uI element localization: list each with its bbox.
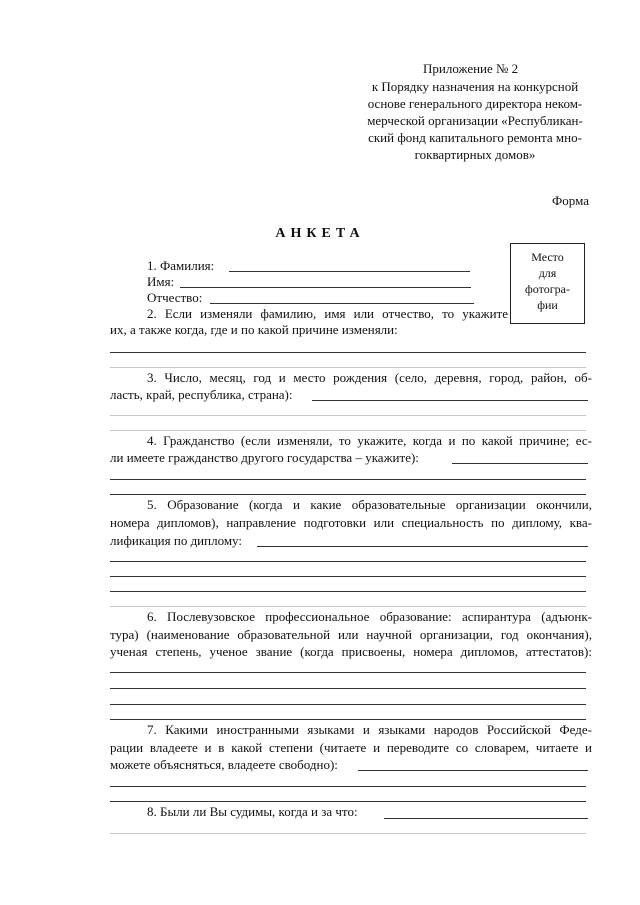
question-7-text: можете объясняться, владеете свободно): — [110, 757, 338, 772]
appendix-line: основе генерального директора неком- — [367, 96, 583, 111]
question-5-text: номера дипломов), направление подготовки или специальность по диплому, ква- — [110, 515, 592, 530]
question-3-text: ласть, край, республика, страна): — [110, 387, 293, 402]
question-4-text: ли имеете гражданство другого государства – укажите): — [110, 450, 419, 465]
question-2-text: 2. Если изменяли фамилию, имя или отчество, то укажите — [147, 306, 508, 321]
answer-line[interactable] — [110, 672, 586, 673]
question-7-text: 7. Какими иностранными языками и языками народов Российской Феде- — [147, 722, 592, 737]
question-6-text: 6. Послевузовское профессиональное образование: аспирантура (адъюнк- — [147, 609, 592, 624]
answer-line[interactable] — [110, 352, 586, 353]
question-4-text: 4. Гражданство (если изменяли, то укажите, когда и по какой причине; ес- — [147, 433, 592, 448]
surname-input-line[interactable] — [229, 271, 470, 272]
answer-line[interactable] — [110, 561, 586, 562]
patronymic-input-line[interactable] — [210, 303, 474, 304]
appendix-line: к Порядку назначения на конкурсной — [371, 79, 579, 94]
answer-line[interactable] — [384, 818, 588, 819]
patronymic-label: Отчество: — [147, 290, 203, 305]
answer-line[interactable] — [312, 400, 588, 401]
question-7-text: рации владеете и в какой степени (читаете и переводите со словарем, читаете и — [110, 740, 592, 755]
surname-label: 1. Фамилия: — [147, 258, 215, 273]
answer-line[interactable] — [110, 719, 586, 720]
appendix-line: мерческой организации «Республикан- — [367, 113, 583, 128]
question-5-text: лификация по диплому: — [110, 533, 242, 548]
appendix-line: гоквартирных домов» — [414, 147, 536, 162]
question-6-text: тура) (наименование образовательной или научной организации, год окончания), — [110, 627, 592, 642]
form-label: Форма — [552, 193, 589, 208]
name-label: Имя: — [147, 274, 175, 289]
answer-line[interactable] — [257, 546, 588, 547]
answer-line[interactable] — [110, 786, 586, 787]
name-input-line[interactable] — [180, 287, 471, 288]
answer-line[interactable] — [110, 801, 586, 802]
answer-line[interactable] — [110, 606, 586, 607]
appendix-line: ский фонд капитального ремонта мно- — [368, 130, 582, 145]
answer-line[interactable] — [110, 576, 586, 577]
photo-placeholder-box — [510, 243, 585, 324]
photo-box-text: фии — [537, 298, 558, 312]
question-8-text: 8. Были ли Вы судимы, когда и за что: — [147, 804, 358, 819]
answer-line[interactable] — [452, 463, 588, 464]
answer-line[interactable] — [110, 704, 586, 705]
answer-line[interactable] — [110, 415, 586, 416]
appendix-title: Приложение № 2 — [423, 61, 519, 76]
answer-line[interactable] — [110, 591, 586, 592]
answer-line[interactable] — [110, 833, 586, 834]
question-5-text: 5. Образование (когда и какие образовательные организации окончили, — [147, 497, 592, 512]
page-title: АНКЕТА — [275, 226, 365, 241]
answer-line[interactable] — [358, 770, 588, 771]
photo-box-text: для — [538, 266, 557, 280]
answer-line[interactable] — [110, 494, 586, 495]
answer-line[interactable] — [110, 430, 586, 431]
question-6-text: ученая степень, ученое звание (когда присвоены, номера дипломов, аттестатов): — [110, 644, 592, 659]
question-3-text: 3. Число, месяц, год и место рождения (село, деревня, город, район, об- — [147, 370, 592, 385]
photo-box-text: фотогра- — [525, 282, 570, 296]
answer-line[interactable] — [110, 367, 586, 368]
photo-box-text: Место — [531, 250, 564, 264]
question-2-text: их, а также когда, где и по какой причине изменяли: — [110, 322, 398, 337]
answer-line[interactable] — [110, 688, 586, 689]
answer-line[interactable] — [110, 479, 586, 480]
